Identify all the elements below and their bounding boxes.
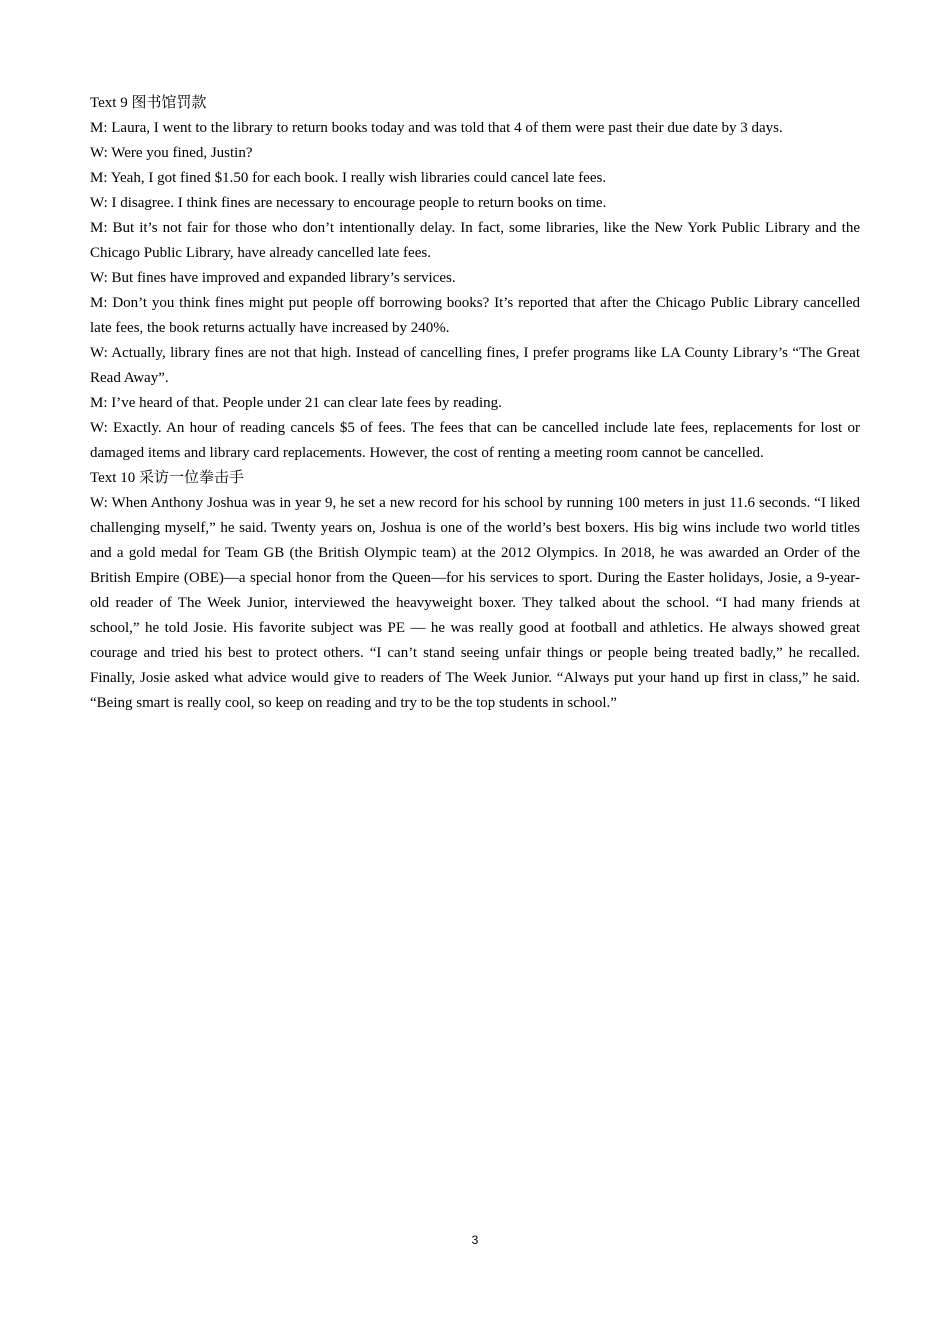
text9-line-10: W: Exactly. An hour of reading cancels $5 of fees. The fees that can be cancelled include late fees, replacements for lost or damaged items and library card replacements. However, the cost of renting a meeting room cannot be cancelled. [90,420,860,461]
document-body [90,91,860,716]
text9-line-9: M: I’ve heard of that. People under 21 can clear late fees by reading. [90,395,502,411]
text9-line-2: W: Were you fined, Justin? [90,145,253,161]
text9-line-4: W: I disagree. I think fines are necessary to encourage people to return books on time. [90,195,607,211]
text9-line-7: M: Don’t you think fines might put people off borrowing books? It’s reported that after the Chicago Public Library cancelled late fees, the book returns actually have increased by 240%. [90,295,860,336]
text9-line-3: M: Yeah, I got fined $1.50 for each book. I really wish libraries could cancel late fees. [90,170,607,186]
text9-line-5: M: But it’s not fair for those who don’t intentionally delay. In fact, some libraries, like the New York Public Library and the Chicago Public Library, have already cancelled late fees. [90,220,860,261]
text10-heading: Text 10 采访一位拳击手 [90,470,244,486]
text9-heading: Text 9 图书馆罚款 [90,95,207,111]
page-number: 3 [471,1233,479,1247]
text9-line-8: W: Actually, library fines are not that high. Instead of cancelling fines, I prefer programs like LA County Library’s “The Great Read Away”. [90,345,860,386]
text9-line-1: M: Laura, I went to the library to return books today and was told that 4 of them were past their due date by 3 days. [90,120,783,136]
text10-body: W: When Anthony Joshua was in year 9, he set a new record for his school by running 100 meters in just 11.6 seconds. “I liked challenging myself,” he said. Twenty years on, Joshua is one of the world’s best boxers. His big wins include two world titles and a gold medal for Team GB (the British Olympic team) at the 2012 Olympics. In 2018, he was awarded an Order of the British Empire (OBE)—a special honor from the Queen—for his services to sport. During the Easter holidays, Josie, a 9-year-old reader of The Week Junior, interviewed the heavyweight boxer. They talked about the school. “I had many friends at school,” he told Josie. His favorite subject was PE — he was really good at football and athletics. He always showed great courage and tried his best to protect others. “I can’t stand seeing unfair things or people being treated badly,” he recalled. Finally, Josie asked what advice would give to readers of The Week Junior. “Always put your hand up first in class,” he said. “Being smart is really cool, so keep on reading and try to be the top students in school.” [90,495,860,711]
text9-line-6: W: But fines have improved and expanded library’s services. [90,270,456,286]
